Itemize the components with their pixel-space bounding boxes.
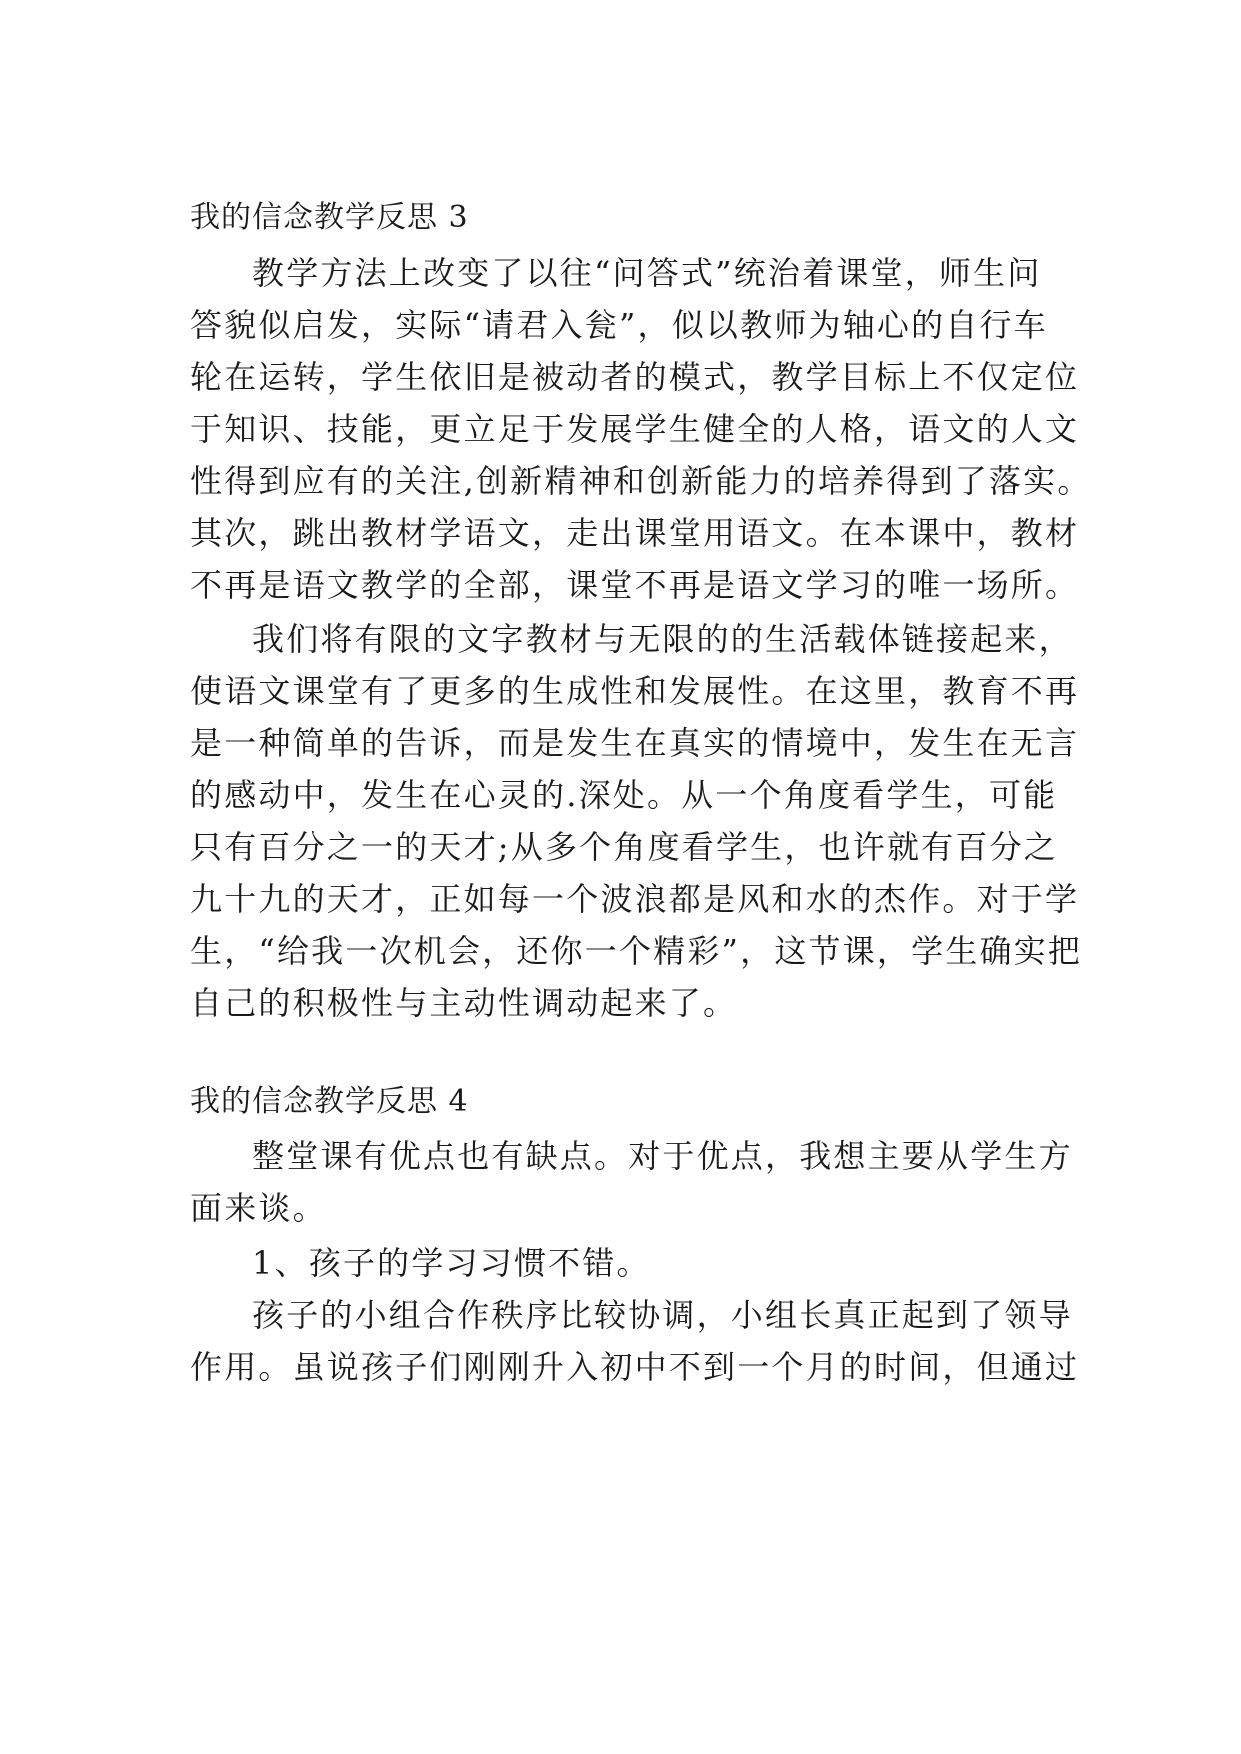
text-line: 整堂课有优点也有缺点。对于优点，我想主要从学生方 <box>252 1137 1073 1175</box>
section-title: 我的信念教学反思 4 <box>190 1084 469 1119</box>
text-line: 是一种简单的告诉，而是发生在真实的情境中，发生在无言 <box>190 724 1080 762</box>
text-line: 不再是语文教学的全部，课堂不再是语文学习的唯一场所。 <box>190 566 1080 604</box>
text-line: 面来谈。 <box>190 1189 327 1227</box>
text-line: 的感动中，发生在心灵的.深处。从一个角度看学生，可能 <box>190 776 1058 814</box>
text-line: 于知识、技能，更立足于发展学生健全的人格，语文的人文 <box>190 410 1080 448</box>
text-line: 性得到应有的关注,创新精神和创新能力的培养得到了落实。 <box>190 462 1092 500</box>
text-line: 答貌似启发，实际“请君入瓮”，似以教师为轴心的自行车 <box>190 306 1048 344</box>
text-line: 作用。虽说孩子们刚刚升入初中不到一个月的时间，但通过 <box>190 1348 1080 1386</box>
text-line: 轮在运转，学生依旧是被动者的模式，教学目标上不仅定位 <box>190 358 1080 396</box>
text-line: 其次，跳出教材学语文，走出课堂用语文。在本课中，教材 <box>190 514 1080 552</box>
text-line: 生，“给我一次机会，还你一个精彩”，这节课，学生确实把 <box>190 932 1083 970</box>
section-title: 我的信念教学反思 3 <box>190 200 469 235</box>
text-line: 教学方法上改变了以往“问答式”统治着课堂，师生问 <box>252 254 1042 292</box>
text-line: 自己的积极性与主动性调动起来了。 <box>190 984 738 1022</box>
text-line: 只有百分之一的天才;从多个角度看学生，也许就有百分之 <box>190 828 1058 866</box>
text-line: 1、孩子的学习习惯不错。 <box>252 1244 651 1282</box>
text-line: 九十九的天才，正如每一个波浪都是风和水的杰作。对于学 <box>190 880 1080 918</box>
text-line: 使语文课堂有了更多的生成性和发展性。在这里，教育不再 <box>190 672 1080 710</box>
text-line: 我们将有限的文字教材与无限的的生活载体链接起来， <box>252 620 1073 658</box>
text-line: 孩子的小组合作秩序比较协调，小组长真正起到了领导 <box>252 1296 1073 1334</box>
